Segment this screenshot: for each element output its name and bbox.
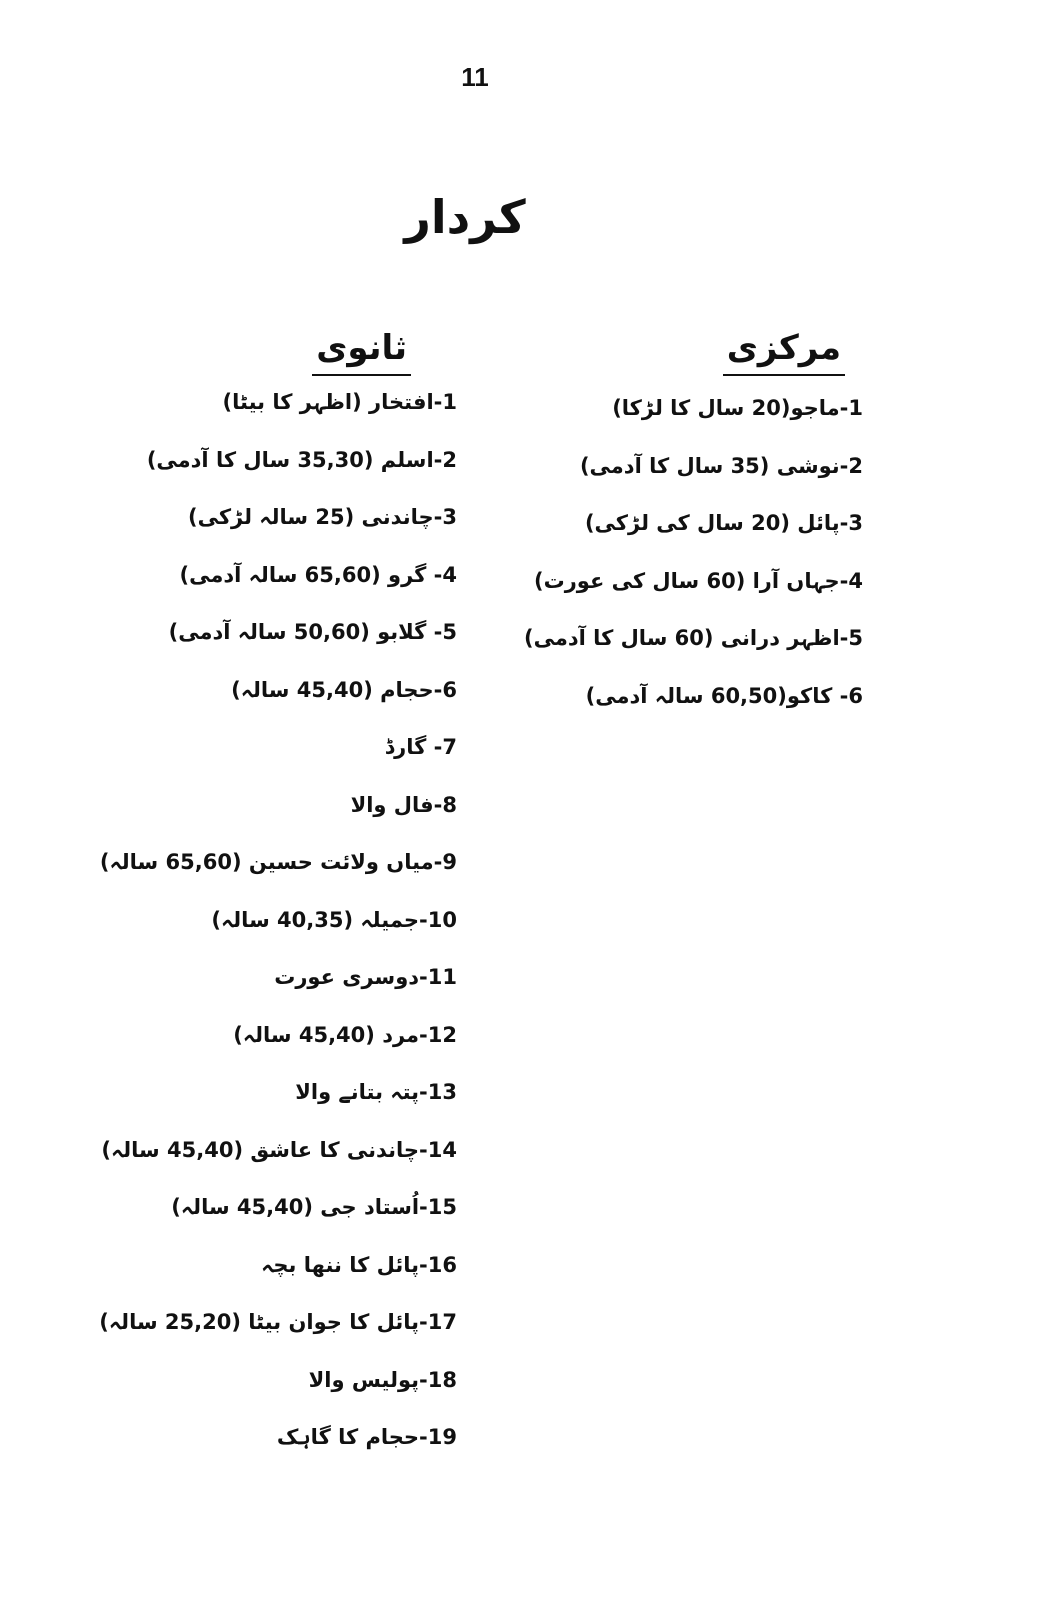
- list-item: 16-پائل کا ننھا بچہ: [261, 1252, 457, 1277]
- list-item: 5-اظہر درانی (60 سال کا آدمی): [524, 626, 863, 650]
- main-characters-column: [523, 328, 863, 741]
- list-item: 3-پائل (20 سال کی لڑکی): [584, 511, 863, 535]
- list-item: 9-میاں ولائت حسین (65,60 سالہ): [99, 850, 457, 874]
- list-item: 8-فال والا: [350, 792, 457, 817]
- list-item: 6-حجام (45,40 سالہ): [231, 677, 457, 702]
- list-item: 15-اُستاد جی (45,40 سالہ): [171, 1195, 457, 1219]
- page-title: کردار: [404, 190, 526, 244]
- list-item: 5- گلابو (50,60 سالہ آدمی): [168, 620, 457, 644]
- list-item: 3-چاندنی (25 سالہ لڑکی): [187, 505, 457, 529]
- main-characters-heading: مرکزی: [723, 328, 845, 376]
- list-item: 6- کاکو(60,50 سالہ آدمی): [585, 683, 863, 708]
- list-item: 18-پولیس والا: [308, 1367, 457, 1392]
- list-item: 10-جمیلہ (40,35 سالہ): [211, 907, 457, 932]
- list-item: 4- گرو (65,60 سالہ آدمی): [179, 562, 457, 587]
- list-item: 1-ماجو(20 سال کا لڑکا): [612, 396, 863, 420]
- list-item: 2-اسلم (35,30 سال کا آدمی): [146, 447, 457, 472]
- list-item: 1-افتخار (اظہر کا بیٹا): [222, 390, 457, 414]
- list-item: 14-چاندنی کا عاشق (45,40 سالہ): [101, 1137, 457, 1162]
- page-number: 11: [461, 62, 489, 92]
- list-item: 2-نوشی (35 سال کا آدمی): [579, 453, 863, 478]
- list-item: 13-پتہ بتانے والا: [295, 1080, 457, 1104]
- secondary-characters-column: [57, 328, 457, 1483]
- secondary-characters-heading: ثانوی: [312, 328, 411, 376]
- list-item: 11-دوسری عورت: [274, 965, 457, 989]
- list-item: 17-پائل کا جوان بیٹا (25,20 سالہ): [99, 1310, 457, 1334]
- list-item: 7- گارڈ: [384, 735, 457, 759]
- main-characters-list: [523, 396, 863, 741]
- list-item: 19-حجام کا گاہک: [276, 1425, 457, 1449]
- secondary-characters-list: [57, 390, 457, 1483]
- list-item: 12-مرد (45,40 سالہ): [233, 1022, 457, 1047]
- list-item: 4-جہاں آرا (60 سال کی عورت): [534, 568, 863, 593]
